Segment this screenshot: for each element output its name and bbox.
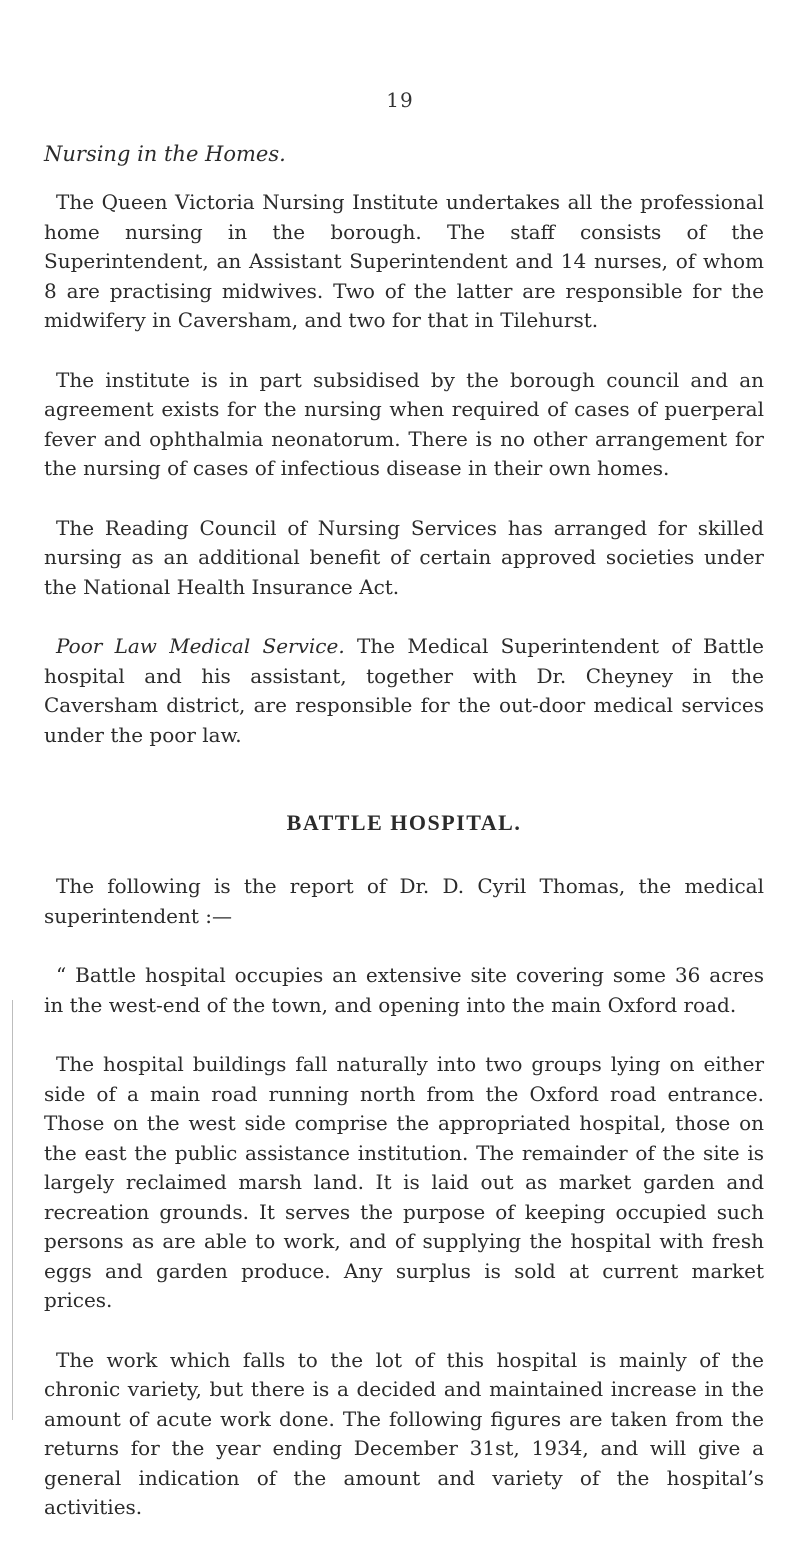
poor-law-text: The Medical Superintendent of Battle hospital and his assistant, together with Dr. Cheyney in the Caversham district, are responsible for the out-door medical services under the poor law. — [44, 634, 764, 747]
nursing-paragraph-2: The institute is in part subsidised by the borough council and an agreement exists for the nursing when required of cases of puerperal fever and ophthalmia neonatorum. There is no other arrangement for the nursing of cases of infectious disease in their own homes. — [44, 367, 764, 480]
poor-law-paragraph — [44, 632, 764, 750]
nursing-paragraph-1: The Queen Victoria Nursing Institute undertakes all the professional home nursing in the borough. The staff consists of the Superintendent, an Assistant Superintendent and 14 nurses, of whom 8 are practising midwives. Two of the latter are responsible for the midwifery in Caversham, and two for that in Tilehurst. — [44, 190, 764, 332]
battle-paragraph-3: The work which falls to the lot of this hospital is mainly of the chronic variety, but there is a decided and maintained increase in the amount of acute work done. The following figures are taken from the returns for the year ending December 31st, 1934, and will give a general indication of the amount and variety of the hospital’s activities. — [44, 1347, 764, 1519]
battle-paragraph-2: The hospital buildings fall naturally into two groups lying on either side of a main road running north from the Oxford road entrance. Those on the west side comprise the appropriated hospital, those on the east the public assistance institution. The remainder of the site is largely reclaimed marsh land. It is laid out as market garden and recreation grounds. It serves the purpose of keeping occupied such persons as are able to work, and of supplying the hospital with fresh eggs and garden produce. Any surplus is sold at current market prices. — [44, 1052, 764, 1312]
page-number: 19 — [386, 88, 414, 112]
battle-paragraph-1: “ Battle hospital occupies an extensive site covering some 36 acres in the west-end of the town, and opening into the main Oxford road. — [44, 963, 764, 1017]
nursing-paragraph-3: The Reading Council of Nursing Services has arranged for skilled nursing as an additional benefit of certain approved societies under the National Health Insurance Act. — [44, 515, 764, 599]
document-body — [44, 140, 764, 1553]
scan-margin-line — [12, 1000, 13, 1420]
battle-hospital-heading: BATTLE HOSPITAL. — [286, 810, 522, 835]
poor-law-heading: Poor Law Medical Service. — [56, 634, 345, 658]
battle-intro-paragraph: The following is the report of Dr. D. Cyril Thomas, the medical superintendent :— — [44, 874, 764, 928]
nursing-heading: Nursing in the Homes. — [44, 142, 286, 166]
